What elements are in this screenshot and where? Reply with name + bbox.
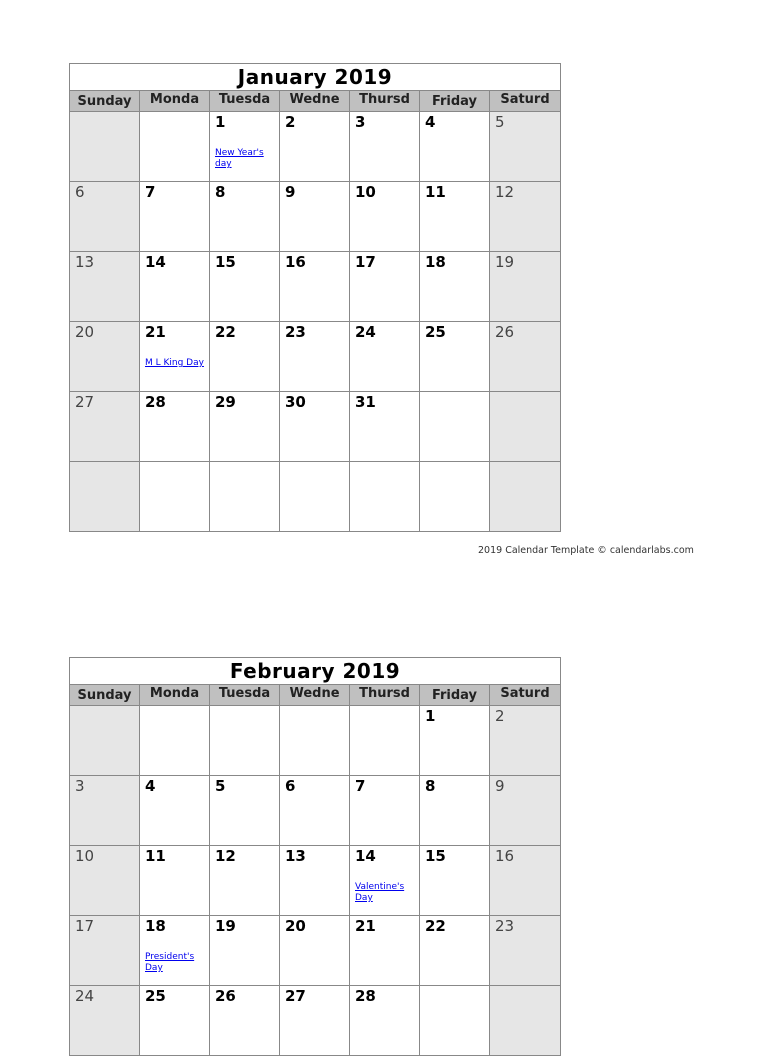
day-cell (420, 776, 490, 846)
day-number: 17 (75, 917, 95, 935)
weekday-header: Wedne (280, 91, 350, 111)
weekday-header: Tuesda (210, 91, 280, 111)
day-cell (140, 846, 210, 916)
day-cell (140, 392, 210, 462)
weekday-header: Saturd (500, 686, 550, 701)
day-cell (420, 916, 490, 986)
day-cell (140, 776, 210, 846)
day-number: 15 (215, 253, 236, 271)
day-number: 10 (355, 183, 376, 201)
day-cell (350, 252, 420, 322)
day-cell (280, 846, 350, 916)
day-number: 1 (425, 707, 436, 725)
day-cell (140, 252, 210, 322)
day-number: 28 (145, 393, 166, 411)
day-cell (210, 112, 280, 182)
day-number: 30 (285, 393, 306, 411)
weekday-header: Sunday (70, 685, 140, 705)
day-number: 20 (285, 917, 306, 935)
day-cell (350, 112, 420, 182)
day-cell (210, 706, 280, 776)
day-number: 25 (145, 987, 166, 1005)
day-number: 4 (145, 777, 156, 795)
month-title: January 2019 (70, 64, 560, 91)
day-number: 17 (355, 253, 376, 271)
weekday-header: Tuesda (210, 685, 280, 705)
day-cell (210, 916, 280, 986)
day-cell (350, 986, 420, 1056)
day-number: 25 (425, 323, 446, 341)
day-number: 1 (215, 113, 226, 131)
day-cell (210, 776, 280, 846)
day-number: 31 (355, 393, 376, 411)
day-cell (420, 112, 490, 182)
weekday-header: Monda (140, 91, 210, 111)
day-number: 23 (285, 323, 306, 341)
day-cell (420, 462, 490, 532)
day-number: 24 (75, 987, 95, 1005)
day-number: 7 (355, 777, 366, 795)
day-number: 8 (425, 777, 436, 795)
day-cell (140, 462, 210, 532)
day-cell (490, 392, 560, 462)
weekday-header: Friday (420, 685, 490, 705)
weekday-header: Saturd (500, 92, 550, 107)
weekday-header-row (70, 91, 560, 112)
day-cell (70, 706, 140, 776)
weekday-header: Thursd (350, 91, 420, 111)
day-number: 3 (355, 113, 366, 131)
day-number: 16 (495, 847, 515, 865)
day-number: 21 (355, 917, 376, 935)
day-cell (490, 706, 560, 776)
day-cell (70, 916, 140, 986)
day-number: 21 (145, 323, 166, 341)
day-cell (210, 462, 280, 532)
day-cell (70, 182, 140, 252)
day-number: 14 (355, 847, 376, 865)
month-grid (70, 706, 560, 1056)
day-cell (280, 462, 350, 532)
day-cell (280, 776, 350, 846)
day-cell (420, 392, 490, 462)
day-cell (490, 846, 560, 916)
day-number: 26 (215, 987, 236, 1005)
weekday-header-row (70, 685, 560, 706)
holiday-link[interactable]: M L King Day (145, 358, 204, 368)
day-cell (490, 252, 560, 322)
day-cell (70, 252, 140, 322)
day-number: 9 (495, 777, 505, 795)
day-cell (350, 846, 420, 916)
day-cell (490, 916, 560, 986)
day-cell (490, 182, 560, 252)
day-cell (210, 986, 280, 1056)
day-number: 22 (425, 917, 446, 935)
day-number: 13 (75, 253, 95, 271)
day-number: 22 (215, 323, 236, 341)
day-cell (420, 706, 490, 776)
day-cell (210, 322, 280, 392)
day-number: 11 (145, 847, 166, 865)
day-number: 3 (75, 777, 85, 795)
day-number: 24 (355, 323, 376, 341)
day-number: 11 (425, 183, 446, 201)
day-number: 8 (215, 183, 226, 201)
day-cell (420, 846, 490, 916)
day-cell (70, 986, 140, 1056)
day-number: 12 (495, 183, 515, 201)
day-cell (420, 182, 490, 252)
day-cell (70, 392, 140, 462)
day-cell (280, 706, 350, 776)
day-number: 5 (495, 113, 505, 131)
day-cell (140, 706, 210, 776)
day-number: 5 (215, 777, 226, 795)
day-cell (70, 776, 140, 846)
day-number: 27 (75, 393, 95, 411)
day-number: 20 (75, 323, 95, 341)
calendar-february (69, 657, 561, 1056)
day-cell (140, 916, 210, 986)
day-number: 6 (285, 777, 296, 795)
day-cell (490, 112, 560, 182)
month-title: February 2019 (70, 658, 560, 685)
day-cell (140, 182, 210, 252)
day-cell (280, 392, 350, 462)
day-number: 23 (495, 917, 515, 935)
day-number: 26 (495, 323, 515, 341)
day-number: 2 (495, 707, 505, 725)
day-cell (140, 986, 210, 1056)
day-cell (70, 846, 140, 916)
day-number: 28 (355, 987, 376, 1005)
weekday-header: Thursd (350, 685, 420, 705)
day-cell (350, 776, 420, 846)
day-number: 14 (145, 253, 166, 271)
day-number: 13 (285, 847, 306, 865)
day-number: 10 (75, 847, 95, 865)
weekday-header: Monda (140, 685, 210, 705)
day-cell (420, 252, 490, 322)
day-cell (350, 706, 420, 776)
day-number: 9 (285, 183, 296, 201)
day-number: 2 (285, 113, 296, 131)
day-cell (70, 112, 140, 182)
day-cell (140, 322, 210, 392)
holiday-link[interactable]: President's Day (145, 952, 195, 973)
day-cell (350, 916, 420, 986)
day-cell (490, 462, 560, 532)
holiday-link[interactable]: New Year's day (215, 148, 264, 169)
day-number: 29 (215, 393, 236, 411)
day-cell (280, 112, 350, 182)
day-number: 7 (145, 183, 156, 201)
day-cell (70, 322, 140, 392)
day-number: 4 (425, 113, 436, 131)
day-cell (280, 986, 350, 1056)
weekday-header: Wedne (280, 685, 350, 705)
day-cell (490, 986, 560, 1056)
day-number: 12 (215, 847, 236, 865)
day-cell (280, 182, 350, 252)
day-number: 15 (425, 847, 446, 865)
day-number: 27 (285, 987, 306, 1005)
day-cell (210, 252, 280, 322)
day-number: 18 (425, 253, 446, 271)
day-cell (140, 112, 210, 182)
footer-credit: 2019 Calendar Template © calendarlabs.com (478, 545, 694, 556)
day-number: 6 (75, 183, 85, 201)
day-number: 19 (495, 253, 515, 271)
day-cell (490, 776, 560, 846)
day-cell (490, 322, 560, 392)
day-cell (210, 182, 280, 252)
day-number: 19 (215, 917, 236, 935)
day-cell (280, 916, 350, 986)
day-cell (70, 462, 140, 532)
day-cell (210, 392, 280, 462)
calendar-january (69, 63, 561, 532)
day-cell (350, 182, 420, 252)
weekday-header: Sunday (70, 91, 140, 111)
day-cell (420, 322, 490, 392)
weekday-header: Friday (420, 91, 490, 111)
day-cell (350, 392, 420, 462)
holiday-link[interactable]: Valentine's Day (355, 882, 405, 903)
day-cell (420, 986, 490, 1056)
day-cell (210, 846, 280, 916)
month-grid (70, 112, 560, 532)
day-cell (280, 322, 350, 392)
day-cell (350, 462, 420, 532)
day-number: 18 (145, 917, 166, 935)
day-cell (280, 252, 350, 322)
day-number: 16 (285, 253, 306, 271)
day-cell (350, 322, 420, 392)
